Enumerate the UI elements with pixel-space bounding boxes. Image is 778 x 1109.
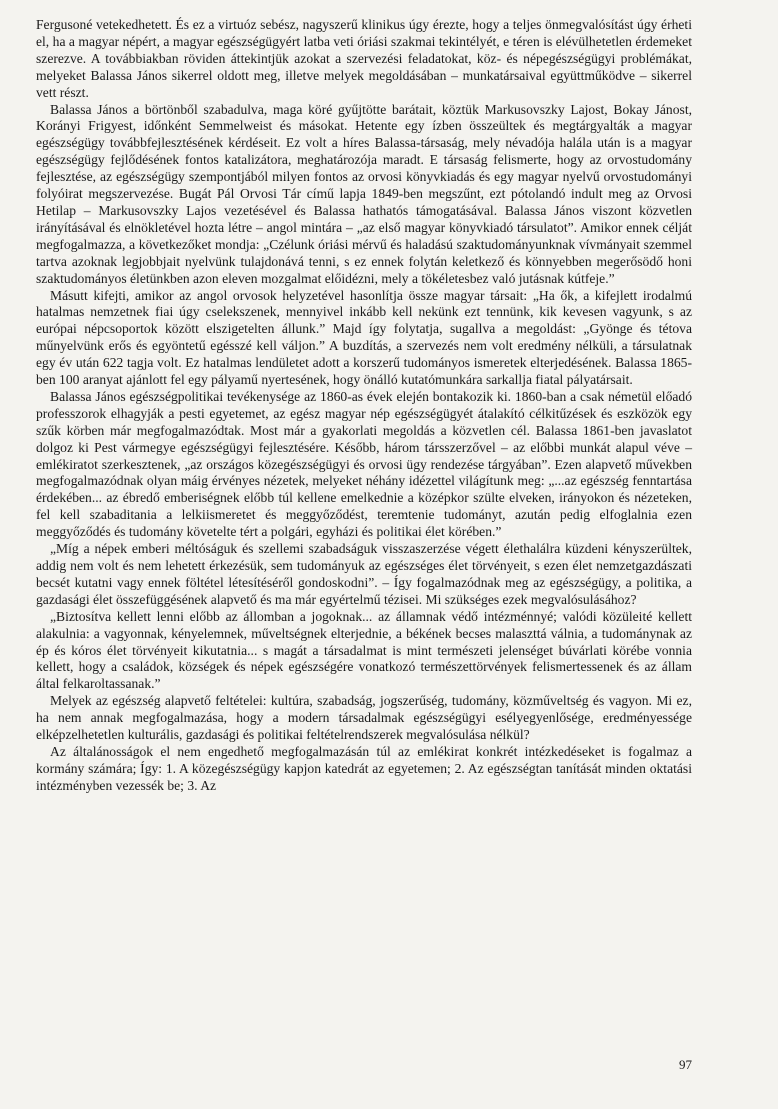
paragraph-4: Balassa János egészségpolitikai tevékenysége az 1860-as évek elején bontakozik ki. 1860-ban a csak németül előadó professzorok elhagyják a pesti egyetemet, az egész magyar nép egészségügyét átalakító célkitűzések és eszközök egy szűk körben már megfogalmazódtak. Most már a gyakorlati megoldás a közvetlen cél. Balassa 1861-ben javaslatot dolgoz ki Pest vármegye egészségügyi fejlesztésére. Később, három társszerzővel – az előbbi munkát alapul véve – emlékiratot szerkesztenek, „az országos közegészségügyi és orvosi ügy rendezése tárgyában”. Ezen alapvető művekben megfogalmazódnak olyan máig érvényes nézetek, melyeket néhány idézettel világítunk meg: „...az egészség fenntartása érdekében... az ébredő emberiségnek előbb túl kellene emelkednie a középkor szülte elveken, irányokon és nézeteken, fel kell szabaditania a lelkiismeretet és meggyőződést, teremtenie tudományt, azután pedig elfoglalnia ezen meggyőződés és tudomány követelte tért a polgári, egyházi és politikai élet körében.” <box>36 388 692 540</box>
paragraph-5: „Míg a népek emberi méltóságuk és szellemi szabadságuk visszaszerzése végett élethalálra küzdeni kényszerültek, addig nem volt és nem lehetett érkezésük, sem tudományuk az egészséges élet törvényeit, s ezen élet nemzetgazdászati becsét kutatni vagy ennek föltétel létesítéséről gondoskodni”. – Így fogalmazódnak meg az egészségügy, a politika, a gazdasági élet összefüggésének alapvető és ma már egyértelmű tézisei. Mi szükséges ezek megvalósulásához? <box>36 541 692 607</box>
paragraph-7: Melyek az egészség alapvető feltételei: kultúra, szabadság, jogszerűség, tudomány, közműveltség és vagyon. Mi ez, ha nem annak megfogalmazása, hogy a modern társadalmak egészségügyi esélyegyenlősége, eredményessége elképzelhetetlen kulturális, gazdasági és politikai feltételrendszerek megvalósulása nélkül? <box>36 693 692 743</box>
paragraph-8: Az általánosságok el nem engedhető megfogalmazásán túl az emlékirat konkrét intézkedéseket is fogalmaz a kormány számára; Így: 1. A közegészségügy kapjon katedrát az egyetemen; 2. Az egészségtan tanítását minden oktatási intézményben vezessék be; 3. Az <box>36 743 692 793</box>
page-number: 97 <box>679 1057 692 1072</box>
paragraph-2: Balassa János a börtönből szabadulva, maga köré gyűjtötte barátait, köztük Markusovszky Lajost, Bokay Jánost, Korányi Frigyest, időnként Semmelweist és másokat. Hetente egy ízben összeültek és megtárgyalták a magyar egészségügy továbbfejlesztésének kérdéseit. Ez volt a híres Balassa-társaság, mely névadója halála után is a magyar egészségügy fejlődésének fontos katalizátora, meghatározója maradt. E társaság felismerte, hogy az orvostudomány fejlesztése, az egészségügy szempontjából milyen fontos az orvosi könyvkiadás és egy magyar nyelvű orvostudományi folyóirat megszervezése. Bugát Pál Orvosi Tár című lapja 1849-ben megszűnt, ezt pótolandó indult meg az Orvosi Hetilap – Markusovszky Lajos vezetésével és Balassa hathatós támogatásával. Balassa János viszont közvetlen irányításával és elnökletével hozta létre – angol mintára – „az első magyar könyvkiadó társulatot”. Amikor ennek célját megfogalmazza, a következőket mondja: „Czélunk óriási mérvű és haladású szaktudományunknak vívmányait szemmel tartva azoknak legjobbjait nyelvünk tulajdonává tenni, s ez ennek folytán keletkező és könnyebben megerősödő honi szaktudományos életünkben azon eleven mozgalmat előidézni, mely a tökéletesbez való jutásnak kútfeje.” <box>36 101 692 286</box>
paragraph-6: „Biztosítva kellett lenni előbb az állomban a jogoknak... az államnak védő intézménnyé; valódi közüleité kellett alakulnia: a vagyonnak, kényelemnek, műveltségnek elterjednie, a békének becses malaszttá válnia, a tudománynak az ép és kóros élet törvényeit kikutatnia... s magát a társadalmat is mint természeti jelenséget búvárlati körébe vonnia kellett, hogy a családok, községek és népek egészségére vonatkozó természettörvények felismertessenek és az állam által felkaroltassanak.” <box>36 608 692 692</box>
paragraph-3: Másutt kifejti, amikor az angol orvosok helyzetével hasonlítja össze magyar társait: „Ha ők, a kifejlett irodalmú hatalmas nemzetnek fiai úgy cselekszenek, mennyivel inkább kell nekünk ezt tennünk, kik kevesen vagyunk, s az európai népcsoportok között elszigetelten állunk.” Majd így folytatja, sugallva a megoldást: „Gyönge és tétova műnyelvünk erős és egyöntetű egésszé kell váljon.” A buzdítás, a szervezés nem volt eredmény nélküli, a társulatnak egy év után 622 tagja volt. Ez hatalmas lendületet adott a korszerű tudományos ismeretek elterjedésének. Balassa 1865-ben 100 aranyat ajánlott fel egy pályamű nyertesének, hogy önálló kutatómunkára sarkallja fiatal pályatársait. <box>36 287 692 388</box>
paragraph-1: Fergusoné vetekedhetett. És ez a virtuóz sebész, nagyszerű klinikus úgy érezte, hogy a teljes önmegvalósítást úgy érheti el, ha a magyar népért, a magyar egészségügyért latba veti óriási szakmai tekintélyét, e téren is elévülhetetlen érdemeket szerezve. A továbbiakban röviden áttekintjük azokat a szervezési feladatokat, köz- és népegészségügyi problémákat, melyeket Balassa János sikerrel oldott meg, illetve melyek megoldásában – munkatársaival együttműködve – sikerrel vett részt. <box>36 17 692 100</box>
